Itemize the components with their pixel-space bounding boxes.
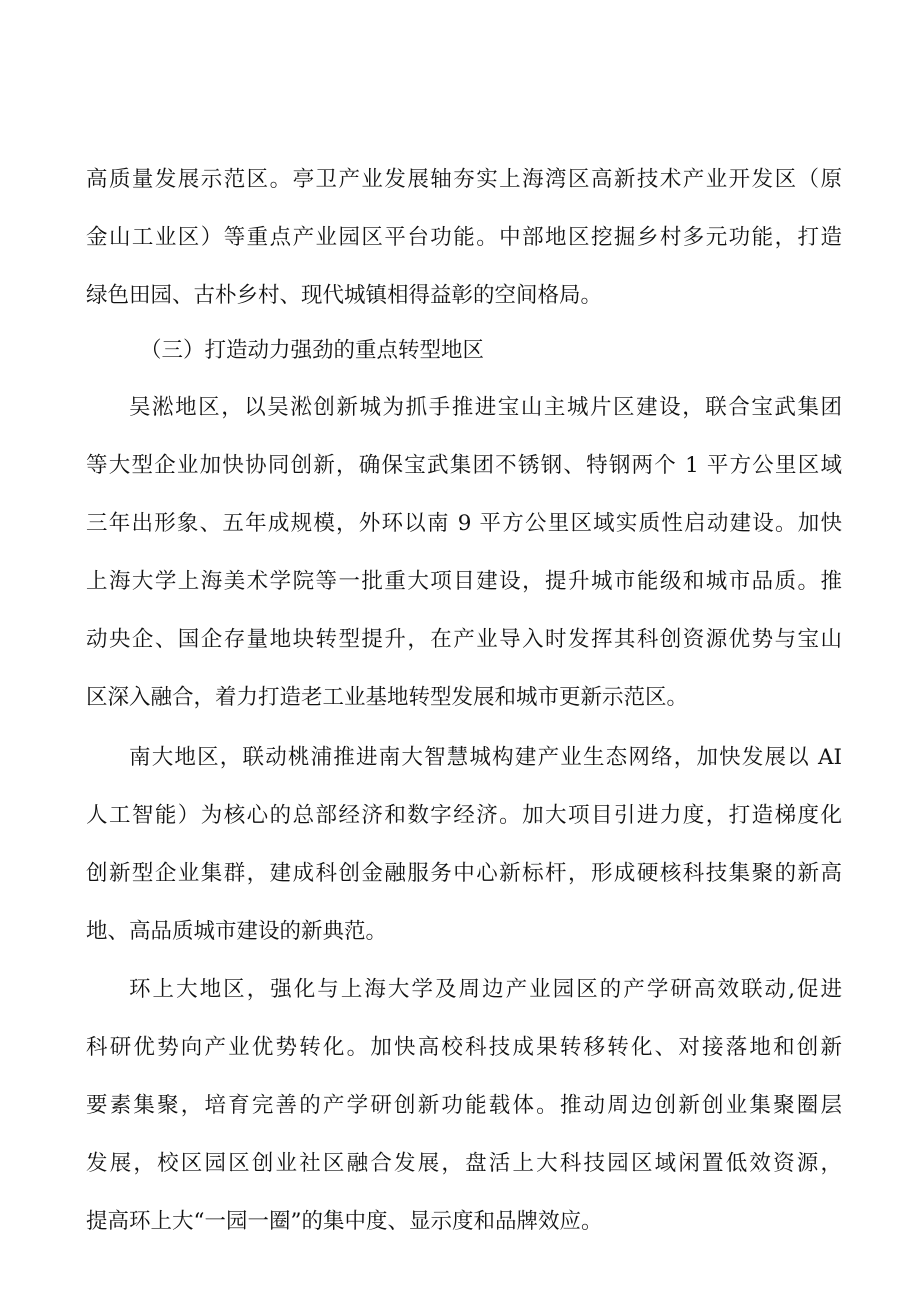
text-line: 三年出形象、五年成规模，外环以南 9 平方公里区域实质性启动建设。加快 [86, 511, 842, 536]
text-line: 金山工业区）等重点产业园区平台功能。中部地区挖掘乡村多元功能，打造 [86, 225, 842, 250]
text-line: 动央企、国企存量地块转型提升，在产业导入时发挥其科创资源优势与宝山 [86, 627, 842, 652]
paragraph-huanshangda [86, 976, 842, 1236]
document-body [86, 166, 842, 1236]
text-line: 南大地区，联动桃浦推进南大智慧城构建产业生态网络，加快发展以 AI [129, 745, 842, 770]
text-line: 创新型企业集群，建成科创金融服务中心新标杆，形成硬核科技集聚的新高 [86, 861, 842, 886]
paragraph-nanda [86, 744, 842, 946]
text-line: 人工智能）为核心的总部经济和数字经济。加大项目引进力度，打造梯度化 [86, 803, 842, 828]
section-heading [86, 337, 842, 365]
text-line: 环上大地区，强化与上海大学及周边产业园区的产学研高效联动,促进 [129, 977, 842, 1002]
text-line: 要素集聚，培育完善的产学研创新功能载体。推动周边创新创业集聚圈层 [86, 1093, 842, 1118]
text-line: 上海大学上海美术学院等一批重大项目建设，提升城市能级和城市品质。推 [86, 569, 842, 594]
text-line: 提高环上大“一园一圈”的集中度、显示度和品牌效应。 [86, 1209, 603, 1234]
paragraph-continued [86, 166, 842, 310]
text-line: 高质量发展示范区。亭卫产业发展轴夯实上海湾区高新技术产业开发区（原 [86, 167, 842, 192]
text-line: 地、高品质城市建设的新典范。 [86, 919, 388, 944]
text-line: 科研优势向产业优势转化。加快高校科技成果转移转化、对接落地和创新 [86, 1035, 842, 1060]
text-line: 区深入融合，着力打造老工业基地转型发展和城市更新示范区。 [86, 685, 689, 710]
text-line: 吴淞地区，以吴淞创新城为抓手推进宝山主城片区建设，联合宝武集团 [129, 395, 842, 420]
paragraph-wusong [86, 394, 842, 712]
text-line: 绿色田园、古朴乡村、现代城镇相得益彰的空间格局。 [86, 283, 603, 308]
text-line: 发展，校区园区创业社区融合发展，盘活上大科技园区域闲置低效资源， [86, 1151, 842, 1176]
text-line: 等大型企业加快协同创新，确保宝武集团不锈钢、特钢两个 1 平方公里区域 [86, 453, 842, 478]
heading-text: （三）打造动力强劲的重点转型地区 [140, 338, 485, 363]
